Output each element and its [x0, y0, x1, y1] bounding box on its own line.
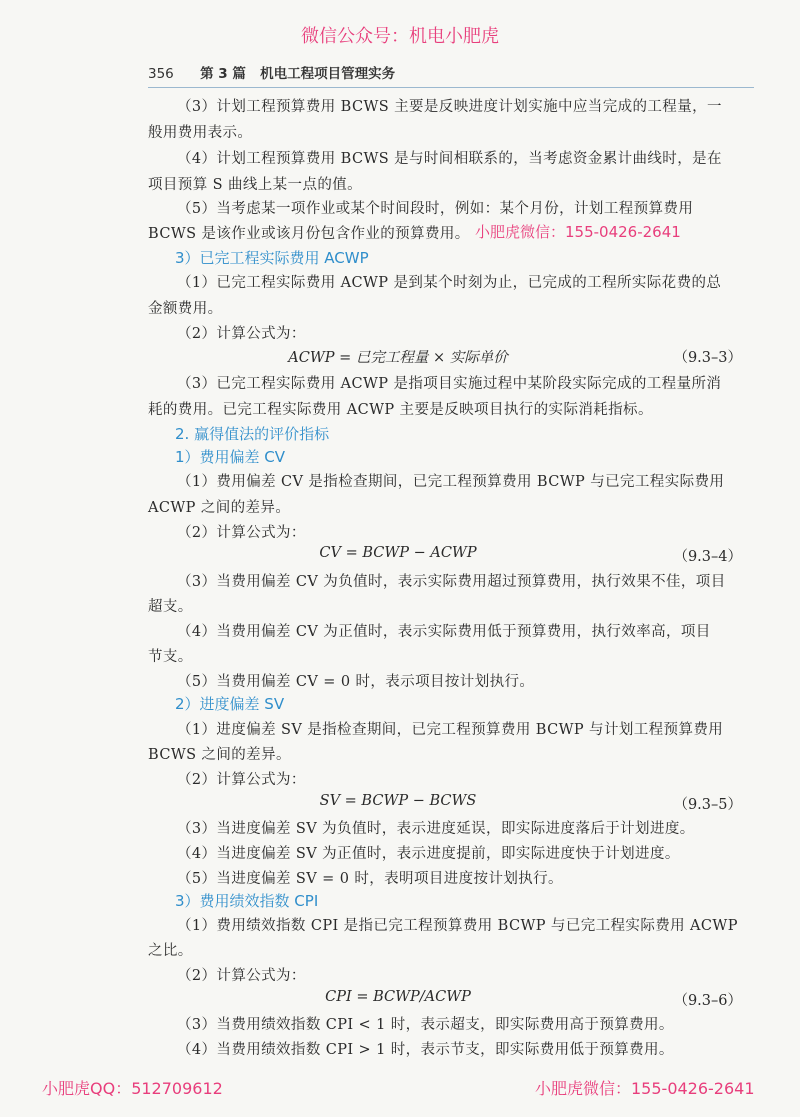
- paragraph-line: （5）当进度偏差 SV = 0 时，表明项目进度按计划执行。: [177, 871, 563, 887]
- paragraph-line: （2）计算公式为：: [177, 525, 306, 541]
- paragraph-line: 项目预算 S 曲线上某一点的值。: [148, 177, 363, 193]
- paragraph-line: （3）计划工程预算费用 BCWS 主要是反映进度计划实施中应当完成的工程量，一: [177, 99, 722, 115]
- paragraph-line: 耗的费用。已完工程实际费用 ACWP 主要是反映项目执行的实际消耗指标。: [148, 402, 653, 418]
- paragraph-line: BCWS 是该作业或该月份包含作业的预算费用。: [148, 226, 470, 242]
- paragraph-line: 般用费用表示。: [148, 125, 253, 141]
- formula-number: （9.3–5）: [673, 797, 742, 813]
- watermark-top: 微信公众号：机电小肥虎: [301, 26, 499, 47]
- paragraph-line: （2）计算公式为：: [177, 772, 306, 788]
- watermark-inline: 小肥虎微信：155-0426-2641: [475, 223, 681, 241]
- paragraph-line: （4）计划工程预算费用 BCWS 是与时间相联系的，当考虑资金累计曲线时，是在: [177, 151, 722, 167]
- subheading-cpi: 3）费用绩效指数 CPI: [175, 892, 319, 910]
- section-heading-evaluation: 2. 赢得值法的评价指标: [175, 425, 330, 443]
- paragraph-line: （3）当费用绩效指数 CPI < 1 时，表示超支，即实际费用高于预算费用。: [177, 1017, 674, 1033]
- paragraph-line: （3）已完工程实际费用 ACWP 是指项目实施过程中某阶段实际完成的工程量所消: [177, 376, 722, 392]
- paragraph-line: （5）当费用偏差 CV = 0 时，表示项目按计划执行。: [177, 674, 535, 690]
- paragraph-line: （4）当费用绩效指数 CPI > 1 时，表示节支，即实际费用低于预算费用。: [177, 1042, 674, 1058]
- formula-number: （9.3–6）: [673, 993, 742, 1009]
- paragraph-line: （4）当费用偏差 CV 为正值时，表示实际费用低于预算费用，执行效率高，项目: [177, 624, 711, 640]
- paragraph-line: （3）当费用偏差 CV 为负值时，表示实际费用超过预算费用，执行效果不佳，项目: [177, 574, 726, 590]
- paragraph-line: （1）费用绩效指数 CPI 是指已完工程预算费用 BCWP 与已完工程实际费用 ACWP: [177, 918, 738, 934]
- subheading-acwp: 3）已完工程实际费用 ACWP: [175, 249, 369, 267]
- formula-expression: CPI = BCWP/ACWP: [325, 989, 471, 1005]
- formula-number: （9.3–4）: [673, 549, 742, 565]
- subheading-sv: 2）进度偏差 SV: [175, 695, 285, 713]
- paragraph-line: 金额费用。: [148, 301, 223, 317]
- paragraph-line: （5）当考虑某一项作业或某个时间段时，例如：某个月份，计划工程预算费用: [177, 201, 694, 217]
- paragraph-line: 之比。: [148, 943, 193, 959]
- formula-number: （9.3–3）: [673, 350, 742, 366]
- paragraph-line: 节支。: [148, 649, 193, 665]
- paragraph-line: BCWS 之间的差异。: [148, 747, 291, 763]
- paragraph-line: （1）已完工程实际费用 ACWP 是到某个时刻为止，已完成的工程所实际花费的总: [177, 275, 722, 291]
- paragraph-line: （1）费用偏差 CV 是指检查期间，已完工程预算费用 BCWP 与已完工程实际费用: [177, 474, 725, 490]
- paragraph-line: （2）计算公式为：: [177, 968, 306, 984]
- paragraph-line: （1）进度偏差 SV 是指检查期间，已完工程预算费用 BCWP 与计划工程预算费用: [177, 722, 724, 738]
- formula-expression: SV = BCWP − BCWS: [319, 793, 477, 809]
- formula-expression: CV = BCWP − ACWP: [319, 545, 477, 561]
- watermark-bottom-right: 小肥虎微信：155-0426-2641: [535, 1079, 755, 1098]
- subheading-cv: 1）费用偏差 CV: [175, 448, 286, 466]
- header-rule: [148, 87, 754, 88]
- paragraph-line: （2）计算公式为：: [177, 326, 306, 342]
- paragraph-line: 超支。: [148, 599, 193, 615]
- paragraph-line: （3）当进度偏差 SV 为负值时，表示进度延误，即实际进度落后于计划进度。: [177, 821, 695, 837]
- section-title: 机电工程项目管理实务: [260, 66, 396, 82]
- page-number: 356: [148, 66, 174, 82]
- section-label: 第 3 篇: [200, 66, 246, 82]
- page-header: [148, 62, 395, 82]
- watermark-bottom-left: 小肥虎QQ：512709612: [42, 1079, 223, 1098]
- formula-expression: ACWP = 已完工程量 × 实际单价: [288, 350, 508, 366]
- paragraph-line: （4）当进度偏差 SV 为正值时，表示进度提前，即实际进度快于计划进度。: [177, 846, 680, 862]
- paragraph-line: ACWP 之间的差异。: [148, 500, 291, 516]
